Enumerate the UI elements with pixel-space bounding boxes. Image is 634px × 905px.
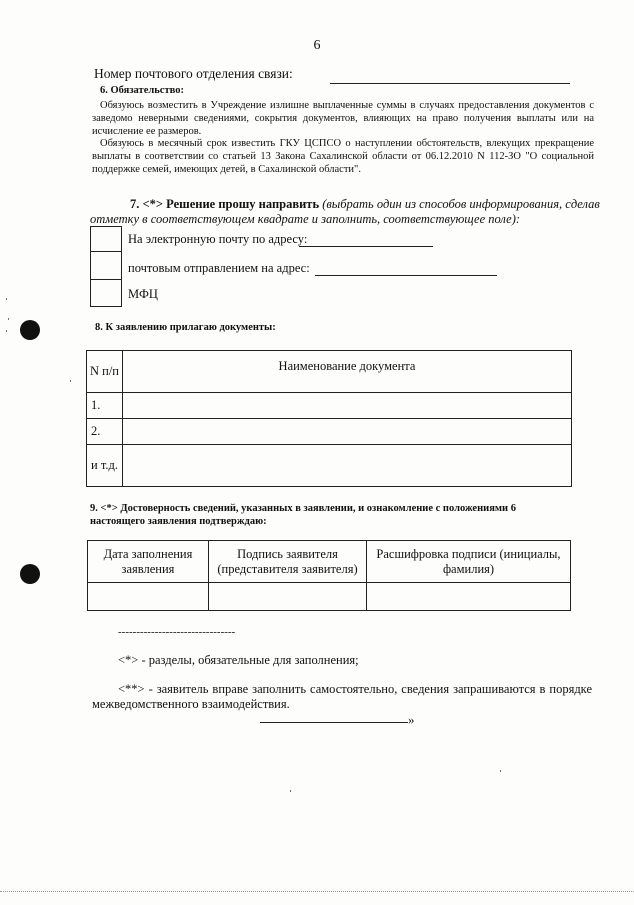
date-cell[interactable] [88, 583, 209, 611]
signature-decoding-cell[interactable] [367, 583, 571, 611]
footnote-required: <*> - разделы, обязательные для заполнения; [118, 653, 359, 667]
header-signature-decoding: Расшифровка подписи (инициалы, фамилия) [367, 541, 571, 583]
header-document-name: Наименование документа [123, 351, 572, 393]
header-date: Дата заполнения заявления [88, 541, 209, 583]
required-mark: <*> [142, 197, 163, 211]
document-name-cell[interactable] [123, 393, 572, 419]
section7-note: (выбрать один из способов информирования, сделав отметку в соответствующем квадрате и заполнить, соответствующее поле): [90, 197, 600, 226]
page-number: 6 [313, 38, 321, 53]
signature-cell[interactable] [209, 583, 367, 611]
punch-hole-bottom [20, 564, 40, 584]
email-option-label: На электронную почту по адресу: [128, 232, 308, 246]
footnote-separator: -------------------------------- [118, 626, 236, 638]
scan-speck [6, 298, 7, 300]
email-option-checkbox[interactable] [90, 226, 122, 252]
row-number: и т.д. [87, 445, 123, 487]
confirmation-table [87, 540, 571, 611]
section7-number: 7. [130, 197, 140, 211]
mfc-option-label: МФЦ [128, 287, 158, 301]
footnote-optional: <**> - заявитель вправе заполнить самостоятельно, сведения запрашиваются в порядке межведомственного взаимодействия. [92, 682, 592, 711]
table-row [87, 419, 572, 445]
closing-line [260, 722, 408, 723]
row-number: 2. [87, 419, 123, 445]
section6-paragraph-1: Обязуюсь возместить в Учреждение излишне выплаченные суммы в случаях предоставления документов с заведомо неверными сведениями, сокрытия документов, влияющих на право получения выплаты или на исчисление ее размеров. [92, 100, 594, 137]
page-edge [0, 891, 634, 892]
postal-office-field[interactable] [330, 83, 570, 84]
header-signature: Подпись заявителя (представителя заявителя) [209, 541, 367, 583]
section7-heading [90, 197, 600, 227]
mfc-option-checkbox[interactable] [90, 279, 122, 307]
scan-speck [500, 770, 501, 772]
document-name-cell[interactable] [123, 419, 572, 445]
section9-title: 9. <*> Достоверность сведений, указанных в заявлении, и ознакомление с положениями 6 настоящего заявления подтверждаю: [90, 503, 516, 527]
section6-paragraph-2: Обязуюсь в месячный срок известить ГКУ ЦСПСО о наступлении обстоятельств, влекущих прекращение выплаты в соответствии со статьей 13 Закона Сахалинской области от 06.12.2010 N 112-ЗО "О социальной поддержке семей, имеющих детей, в Сахалинской области". [92, 138, 594, 175]
documents-table [86, 350, 572, 487]
closing-quote: » [408, 712, 415, 727]
scan-speck [8, 318, 9, 320]
table-row [88, 583, 571, 611]
confirmation-table-header [88, 541, 571, 583]
punch-hole-top [20, 320, 40, 340]
document-name-cell[interactable] [123, 445, 572, 487]
section6-title: 6. Обязательство: [100, 85, 184, 96]
section7-title: Решение прошу направить [166, 197, 320, 211]
scan-speck [6, 330, 7, 332]
table-row [87, 445, 572, 487]
postal-option-label: почтовым отправлением на адрес: [128, 261, 310, 275]
postal-option-checkbox[interactable] [90, 251, 122, 280]
scan-speck [290, 790, 291, 792]
postal-address-field[interactable] [315, 275, 497, 276]
row-number: 1. [87, 393, 123, 419]
documents-table-header [87, 351, 572, 393]
postal-office-label: Номер почтового отделения связи: [94, 66, 293, 81]
table-row [87, 393, 572, 419]
section8-title: 8. К заявлению прилагаю документы: [95, 322, 276, 333]
scan-speck [70, 380, 71, 382]
email-address-field[interactable] [299, 246, 433, 247]
header-number: N п/п [87, 351, 123, 393]
